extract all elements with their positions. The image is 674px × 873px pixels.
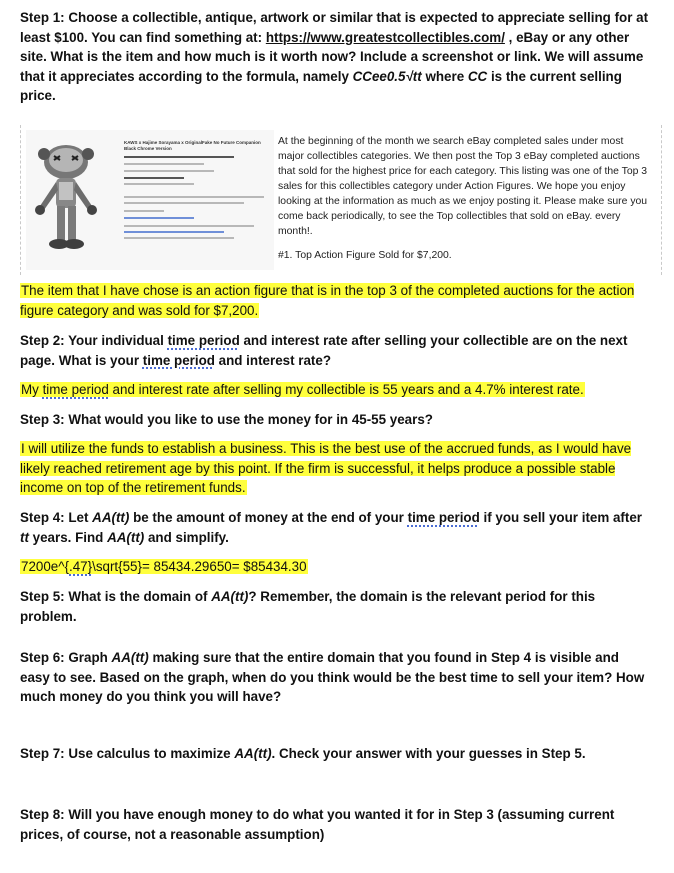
step4-question: Step 4: Let AA(tt) be the amount of money at the end of your time period if you sell your item after tt years. Find AA(tt) and simplify. <box>20 510 642 545</box>
collectibles-link[interactable]: https://www.greatestcollectibles.com/ <box>265 29 505 45</box>
step1-question: Step 1: Choose a collectible, antique, artwork or similar that is expected to appreciate selling for at least $100. You can find something at: https://www.greatestcollectibles.com/ , eBay or any other site. What is the item and how much is it worth now? Include a screenshot or link. We will assume that it appreciates according to the formula, namely CCee0.5√tt where CC is the current selling price. <box>20 10 649 103</box>
action-figure-image <box>32 140 100 252</box>
step3-question: Step 3: What would you like to use the money for in 45-55 years? <box>20 412 433 427</box>
screenshot-caption: #1. Top Action Figure Sold for $7,200. <box>278 250 452 261</box>
step4-answer: 7200e^{.47}\sqrt{55}= 85434.29650= $85434.30 <box>21 559 307 574</box>
ebay-listing-image <box>26 130 274 270</box>
appreciation-formula: CCee0.5√tt <box>352 68 422 84</box>
step6-question: Step 6: Graph AA(tt) making sure that the entire domain that you found in Step 4 is visible and easy to see. Based on the graph, when do you think would be the best time to sell your item? How much money do you think you will have? <box>20 650 645 704</box>
step2-question: Step 2: Your individual time period and interest rate after selling your collectible are on the next page. What is your time period and interest rate? <box>20 333 628 368</box>
step3-answer: I will utilize the funds to establish a business. This is the best use of the accrued funds, as I would have likely reached retirement age by this point. If the firm is successful, it helps produce a possible stable income on top of the retirement funds. <box>20 441 632 495</box>
listing-title: KAWS x Hajime Sorayama x OriginalFake No Future Companion Black Chrome Version <box>124 140 261 151</box>
step5-question: Step 5: What is the domain of AA(tt)? Remember, the domain is the relevant period for this problem. <box>20 589 596 624</box>
screenshot-description <box>278 134 650 263</box>
step2-answer: My time period and interest rate after selling my collectible is 55 years and a 4.7% interest rate. <box>21 382 584 397</box>
step1-answer: The item that I have chose is an action figure that is in the top 3 of the completed auctions for the action figure category and was sold for $7,200. <box>20 283 635 318</box>
screenshot-paragraph: At the beginning of the month we search eBay completed sales under most major collectibles categories. We then post the Top 3 eBay completed auctions that sold for the highest price for each category. This listing was one of the Top 3 sales for this collectibles category under Action Figures. We hope you enjoy looking at the information as much as we enjoy posting it. Please make sure you come back periodically, to see the Top collectibles that sold on eBay. every month!. <box>278 136 648 237</box>
step8-question: Step 8: Will you have enough money to do what you wanted it for in Step 3 (assuming current prices, of course, not a reasonable assumption) <box>20 807 615 842</box>
ebay-screenshot <box>26 130 653 270</box>
step7-question: Step 7: Use calculus to maximize AA(tt). Check your answer with your guesses in Step 5. <box>20 746 586 761</box>
